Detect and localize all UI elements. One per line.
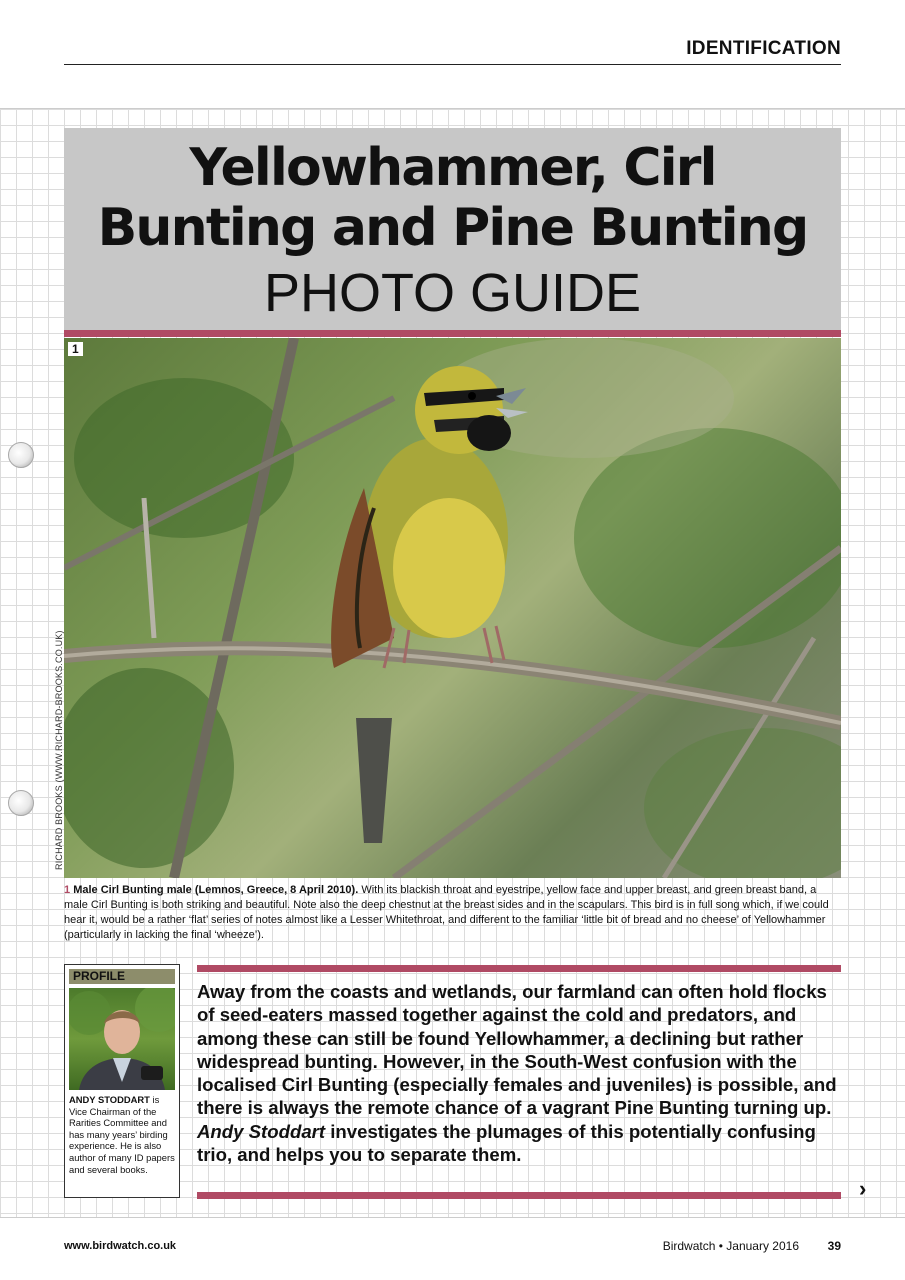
binder-hole-icon: [8, 790, 34, 816]
author-portrait: [69, 988, 175, 1090]
intro-text: Away from the coasts and wetlands, our farmland can often hold flocks of seed-eaters massed together against the cold and predators, and among these can still be found Yellowhammer, a declining but rather widespread bunting. However, in the South-West confusion with the localised Cirl Bunting (especially females and juveniles) is possible, and there is always the remote chance of a vagrant Pine Bunting turning up.: [197, 981, 837, 1119]
photo-caption: [64, 883, 841, 943]
bird-photo: [64, 338, 841, 878]
article-title: [64, 138, 841, 258]
title-box: [64, 128, 841, 330]
caption-heading: Male Cirl Bunting male (Lemnos, Greece, 8 April 2010).: [73, 884, 359, 896]
footer-url: www.birdwatch.co.uk: [64, 1240, 177, 1252]
accent-bar-top: [64, 330, 841, 337]
profile-bio: [69, 1094, 175, 1175]
intro-author: Andy Stoddart: [197, 1120, 326, 1142]
title-line-1: Yellowhammer, Cirl: [189, 138, 716, 198]
accent-bar-intro-top: [197, 965, 841, 972]
caption-number: 1: [64, 884, 71, 896]
top-rule: [64, 64, 841, 65]
title-line-2: Bunting and Pine Bunting: [97, 198, 808, 258]
profile-description: is Vice Chairman of the Rarities Committee and has many years’ birding experience. He is also author of many ID papers and several books.: [69, 1094, 175, 1175]
profile-box: [64, 964, 180, 1198]
caption-text: With its blackish throat and eyestripe, yellow face and upper breast, and green breast band, a male Cirl Bunting is both striking and beautiful. Note also the deep chestnut at the breast sides and in the scapulars. This bird is in full song which, if we could hear it, would be a rather ‘flat’ series of notes almost like a Lesser Whitethroat, and different to the familiar ‘little bit of bread and no cheese’ of Yellowhammer (particularly in lacking the final ‘wheeze’).: [64, 884, 829, 941]
profile-name: ANDY STODDART: [69, 1094, 150, 1105]
section-label: IDENTIFICATION: [686, 38, 841, 59]
author-photo: [69, 988, 175, 1090]
footer-magazine: Birdwatch • January 2016: [662, 1239, 799, 1253]
intro-text-end: investigates the plumages of this potentially confusing trio, and helps you to separate them.: [197, 1120, 816, 1166]
binder-hole-icon: [8, 442, 34, 468]
intro-paragraph: [197, 980, 841, 1166]
photo-credit: RICHARD BROOKS (WWW.RICHARD-BROOKS.CO.UK): [54, 630, 64, 870]
profile-heading: PROFILE: [69, 969, 175, 984]
photo-number: 1: [68, 342, 83, 356]
accent-bar-intro-bottom: [197, 1192, 841, 1199]
article-subtitle: PHOTO GUIDE: [263, 263, 642, 323]
next-page-arrow-icon: ›: [859, 1176, 867, 1201]
bird-photo-illustration: [64, 338, 841, 878]
page-number: 39: [827, 1239, 841, 1253]
